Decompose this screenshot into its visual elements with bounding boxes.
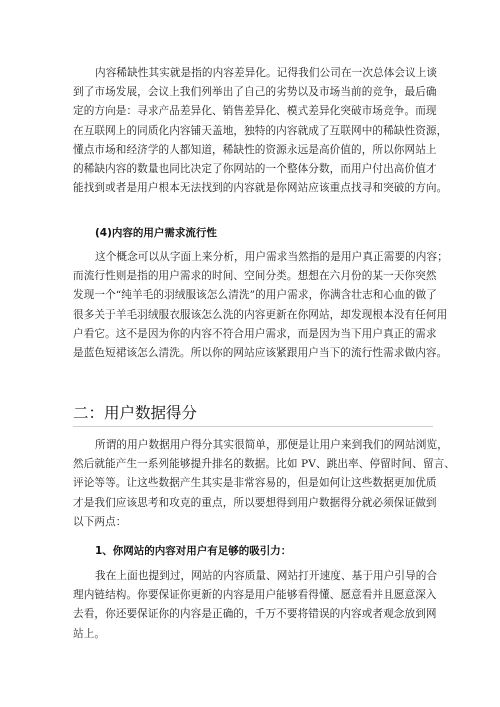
paragraph-line: 在互联网上的同质化内容铺天盖地，独特的内容就成了互联网中的稀缺性资源， <box>73 124 448 137</box>
paragraph-line: 户看它。这不是因为你的内容不符合用户需求，而是因为当下用户真正的需求 <box>73 327 437 340</box>
paragraph-content-quality <box>73 567 438 644</box>
paragraph-line: 评论等等。让这些数据产生其实是非常容易的，但是如何让这些数据更加优质 <box>73 477 437 490</box>
paragraph-line: 内容稀缺性其实就是指的内容差异化。记得我们公司在一次总体会议上谈 <box>95 67 438 79</box>
paragraph-line: 懂点市场和经济学的人都知道，稀缺性的资源永远是高价值的，所以你网站上 <box>73 143 437 156</box>
paragraph-line: 到了市场发展，会议上我们列举出了自己的劣势以及市场当前的竞争，最后确 <box>73 86 437 99</box>
paragraph-line: 这个概念可以从字面上来分析，用户需求当然指的是用户真正需要的内容； <box>95 251 448 263</box>
paragraph-line: 才是我们应该思考和攻克的重点，所以要想得到用户数据得分就必须保证做到 <box>73 496 437 509</box>
section-title: 二：用户数据得分 <box>73 404 198 422</box>
paragraph-line: 所谓的用户数据用户得分其实很简单，那便是让用户来到我们的网站浏览， <box>95 439 448 451</box>
paragraph-line: 站上。 <box>73 627 106 640</box>
paragraph-line: 的稀缺内容的数量也同比决定了你网站的一个整体分数，而用户付出高价值才 <box>73 163 437 176</box>
section-divider <box>73 426 433 427</box>
paragraph-line: 是蓝色短裙该怎么清洗。所以你的网站应该紧跟用户当下的流行性需求做内容。 <box>73 347 448 360</box>
paragraph-line: 很多关于羊毛羽绒服衣服该怎么洗的内容更新在你网站，却发现根本没有任何用 <box>73 308 448 321</box>
paragraph-line: 然后就能产生一系列能够提升排名的数据。比如 PV、跳出率、停留时间、留言、 <box>73 458 456 471</box>
paragraph-line: 去看，你还要保证你的内容是正确的，千万不要将错误的内容或者观念放到网 <box>73 608 437 621</box>
paragraph-line: 能找到或者是用户根本无法找到的内容就是你网站应该重点找寻和突破的方向。 <box>73 182 448 195</box>
paragraph-line: 定的方向是：寻求产品差异化、销售差异化、模式差异化突破市场竞争。而现 <box>73 105 437 118</box>
subheading-content-attraction: 1、你网站的内容对用户有足够的吸引力： <box>95 545 292 557</box>
paragraph-line: 以下两点： <box>73 515 127 528</box>
paragraph-line: 发现一个“纯羊毛的羽绒服该怎么清洗”的用户需求，你满含壮志和心血的做了 <box>73 289 437 302</box>
subheading-user-demand-trend: (4)内容的用户需求流行性 <box>95 227 217 239</box>
paragraph-user-demand <box>73 248 448 363</box>
paragraph-content-scarcity <box>73 64 448 198</box>
paragraph-line: 而流行性则是指的用户需求的时间、空间分类。想想在六月份的某一天你突然 <box>73 270 437 283</box>
paragraph-line: 我在上面也提到过，网站的内容质量、网站打开速度、基于用户引导的合 <box>95 570 438 582</box>
paragraph-user-data-score <box>73 436 456 532</box>
paragraph-line: 理内链结构。你要保证你更新的内容是用户能够看得懂、愿意看并且愿意深入 <box>73 589 437 602</box>
